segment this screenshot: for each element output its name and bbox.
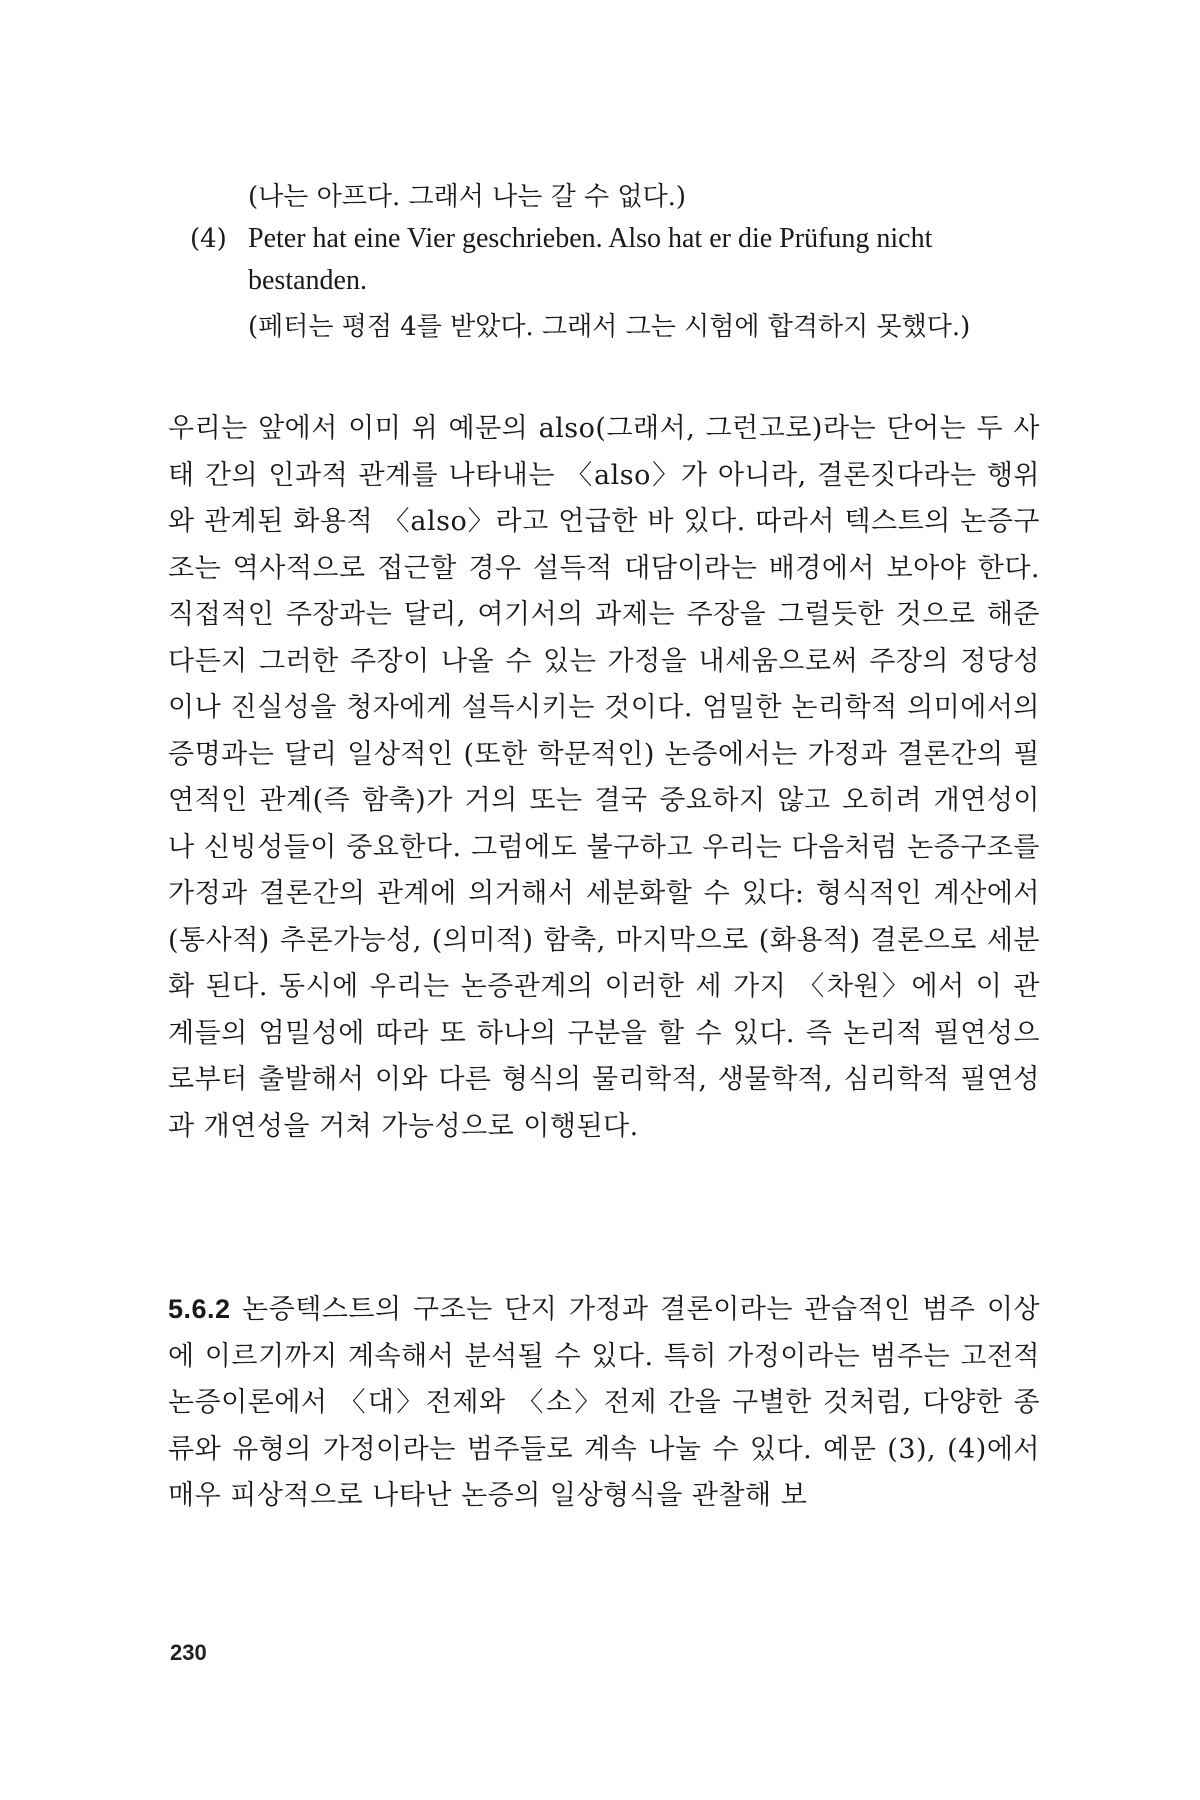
- example-3-translation: (나는 아프다. 그래서 나는 갈 수 없다.): [248, 182, 687, 212]
- example-4-german-line-1: Peter hat eine Vier geschrieben. Also hat er die Prüfung nicht: [248, 223, 933, 254]
- section-paragraph: [168, 1286, 1040, 1520]
- example-4: [190, 218, 1050, 260]
- body-paragraph-1: 우리는 앞에서 이미 위 예문의 also(그래서, 그런고로)라는 단어는 두 사태 간의 인과적 관계를 나타내는 〈also〉가 아니라, 결론짓다라는 행위와 관계된 화용적 〈also〉라고 언급한 바 있다. 따라서 텍스트의 논증구조는 역사적으로 접근할 경우 설득적 대담이라는 배경에서 보아야 한다. 직접적인 주장과는 달리, 여기서의 과제는 주장을 그럴듯한 것으로 해준다든지 그러한 주장이 나올 수 있는 가정을 내세움으로써 주장의 정당성이나 진실성을 청자에게 설득시키는 것이다. 엄밀한 논리학적 의미에서의 증명과는 달리 일상적인 (또한 학문적인) 논증에서는 가정과 결론간의 필연적인 관계(즉 함축)가 거의 또는 결국 중요하지 않고 오히려 개연성이나 신빙성들이 중요한다. 그럼에도 불구하고 우리는 다음처럼 논증구조를 가정과 결론간의 관계에 의거해서 세분화할 수 있다: 형식적인 계산에서 (통사적) 추론가능성, (의미적) 함축, 마지막으로 (화용적) 결론으로 세분화 된다. 동시에 우리는 논증관계의 이러한 세 가지 〈차원〉에서 이 관계들의 엄밀성에 따라 또 하나의 구분을 할 수 있다. 즉 논리적 필연성으로부터 출발해서 이와 다른 형식의 물리학적, 생물학적, 심리학적 필연성과 개연성을 거쳐 가능성으로 이행된다.: [168, 413, 1040, 1142]
- example-4-translation: (페터는 평점 4를 받았다. 그래서 그는 시험에 합격하지 못했다.): [248, 312, 971, 342]
- page-number: 230: [170, 1640, 207, 1665]
- example-block: [190, 176, 1050, 348]
- section-number: 5.6.2: [168, 1294, 231, 1324]
- example-4-number: (4): [190, 224, 227, 254]
- example-4-german-line-2: bestanden.: [248, 265, 367, 296]
- section-text: 논증텍스트의 구조는 단지 가정과 결론이라는 관습적인 범주 이상에 이르기까지 계속해서 분석될 수 있다. 특히 가정이라는 범주는 고전적 논증이론에서 〈대〉전제와 〈소〉전제 간을 구별한 것처럼, 다양한 종류와 유형의 가정이라는 범주들로 계속 나눌 수 있다. 예문 (3), (4)에서 매우 피상적으로 나타난 논증의 일상형식을 관찰해 보: [168, 1294, 1040, 1511]
